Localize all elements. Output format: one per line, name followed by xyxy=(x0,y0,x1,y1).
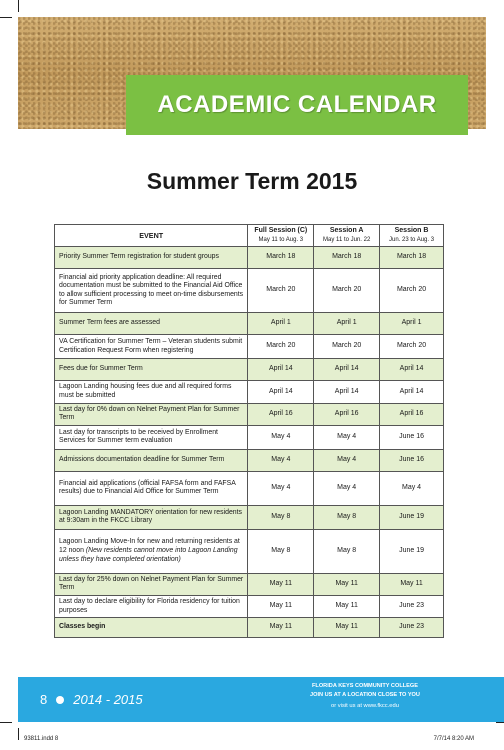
date-cell: May 11 xyxy=(314,618,380,638)
event-cell: Financial aid applications (official FAFSA form and FAFSA results) due to Financial Aid Office for Summer Term xyxy=(55,471,248,505)
table-row xyxy=(55,596,444,618)
bullet-icon xyxy=(56,696,64,704)
event-cell: Fees due for Summer Term xyxy=(55,359,248,381)
table-row xyxy=(55,425,444,449)
session-dates: May 11 to Jun. 22 xyxy=(323,236,371,243)
table-row xyxy=(55,471,444,505)
date-cell: May 8 xyxy=(248,505,314,529)
college-name: FLORIDA KEYS COMMUNITY COLLEGE xyxy=(312,683,418,689)
table-row xyxy=(55,403,444,425)
date-cell: April 16 xyxy=(314,403,380,425)
page-title: Summer Term 2015 xyxy=(146,168,358,194)
table-row xyxy=(55,269,444,313)
date-cell: April 16 xyxy=(248,403,314,425)
crop-mark xyxy=(496,722,504,723)
table-row xyxy=(55,505,444,529)
college-website: or visit us at www.fkcc.edu xyxy=(331,703,399,710)
event-cell: VA Certification for Summer Term – Veteran students submit Certification Request Form when registering xyxy=(55,335,248,359)
banner-title: ACADEMIC CALENDAR xyxy=(157,91,437,118)
table-row xyxy=(55,381,444,403)
print-slug-timestamp: 7/7/14 8:20 AM xyxy=(433,736,474,742)
session-name: Session B xyxy=(394,227,429,234)
event-note: (New residents cannot move into Lagoon Landing unless they have completed orientation) xyxy=(59,546,238,563)
date-cell: March 20 xyxy=(314,269,380,313)
page-footer xyxy=(18,677,504,722)
date-cell: June 16 xyxy=(380,425,444,449)
date-cell: June 19 xyxy=(380,529,444,573)
session-name: Full Session (C) xyxy=(254,227,308,234)
calendar-table xyxy=(54,224,444,638)
banner-title-strip xyxy=(126,75,468,135)
event-cell: Classes begin xyxy=(55,618,248,638)
session-dates: Jun. 23 to Aug. 3 xyxy=(389,236,435,243)
event-cell: Last day for transcripts to be received by Enrollment Services for Summer term evaluation xyxy=(55,425,248,449)
date-cell: June 16 xyxy=(380,449,444,471)
session-name: Session A xyxy=(329,227,364,234)
event-cell: Last day to declare eligibility for Florida residency for tuition purposes xyxy=(55,596,248,618)
date-cell: April 14 xyxy=(380,381,444,403)
table-row xyxy=(55,573,444,595)
date-cell: May 8 xyxy=(314,505,380,529)
session-column-header xyxy=(314,225,380,247)
event-cell xyxy=(55,529,248,573)
date-cell: April 14 xyxy=(314,381,380,403)
date-cell: May 11 xyxy=(248,596,314,618)
date-cell: April 14 xyxy=(248,359,314,381)
date-cell: May 8 xyxy=(314,529,380,573)
date-cell: May 4 xyxy=(314,471,380,505)
table-row xyxy=(55,359,444,381)
footer-college-info xyxy=(262,682,468,711)
event-cell: Last day for 0% down on Nelnet Payment Plan for Summer Term xyxy=(55,403,248,425)
date-cell: March 18 xyxy=(314,247,380,269)
date-cell: May 8 xyxy=(248,529,314,573)
date-cell: May 4 xyxy=(248,425,314,449)
table-row xyxy=(55,449,444,471)
event-cell: Financial aid priority application deadline: All required documentation must be submitted to the Financial Aid Office to allow sufficient processing to meet on-time disbursements for Summer Term xyxy=(55,269,248,313)
date-cell: April 1 xyxy=(248,313,314,335)
event-cell: Lagoon Landing MANDATORY orientation for new residents at 9:30am in the FKCC Library xyxy=(55,505,248,529)
date-cell: March 20 xyxy=(248,335,314,359)
date-cell: April 1 xyxy=(380,313,444,335)
college-tagline: JOIN US AT A LOCATION CLOSE TO YOU xyxy=(310,691,420,698)
date-cell: April 16 xyxy=(380,403,444,425)
date-cell: May 4 xyxy=(248,449,314,471)
date-cell: March 18 xyxy=(248,247,314,269)
academic-years: 2014 - 2015 xyxy=(73,692,143,707)
table-header-row xyxy=(55,225,444,247)
session-column-header xyxy=(380,225,444,247)
table-row xyxy=(55,335,444,359)
date-cell: March 20 xyxy=(314,335,380,359)
date-cell: June 23 xyxy=(380,596,444,618)
date-cell: March 20 xyxy=(380,335,444,359)
print-slug-file: 93811.indd 8 xyxy=(24,736,59,742)
date-cell: May 11 xyxy=(314,596,380,618)
date-cell: March 18 xyxy=(380,247,444,269)
session-dates: May 11 to Aug. 3 xyxy=(258,236,304,243)
event-cell: Summer Term fees are assessed xyxy=(55,313,248,335)
crop-mark xyxy=(0,722,12,723)
footer-page-info xyxy=(40,677,143,722)
date-cell: April 14 xyxy=(380,359,444,381)
table-row xyxy=(55,529,444,573)
session-column-header xyxy=(248,225,314,247)
crop-mark xyxy=(18,728,19,740)
event-cell: Admissions documentation deadline for Summer Term xyxy=(55,449,248,471)
date-cell: March 20 xyxy=(380,269,444,313)
table-row xyxy=(55,247,444,269)
header-banner xyxy=(18,17,486,129)
date-cell: May 4 xyxy=(314,449,380,471)
date-cell: April 1 xyxy=(314,313,380,335)
date-cell: May 11 xyxy=(248,573,314,595)
table-row xyxy=(55,313,444,335)
event-cell: Last day for 25% down on Nelnet Payment Plan for Summer Term xyxy=(55,573,248,595)
date-cell: June 23 xyxy=(380,618,444,638)
page-number: 8 xyxy=(40,692,48,707)
event-text: Lagoon Landing Move-In for new and returning residents at 12 noon xyxy=(59,538,240,554)
event-cell: Priority Summer Term registration for student groups xyxy=(55,247,248,269)
date-cell: April 14 xyxy=(314,359,380,381)
table-row xyxy=(55,618,444,638)
date-cell: May 11 xyxy=(248,618,314,638)
date-cell: May 11 xyxy=(314,573,380,595)
date-cell: May 11 xyxy=(380,573,444,595)
date-cell: May 4 xyxy=(248,471,314,505)
crop-mark xyxy=(0,17,12,18)
event-cell: Lagoon Landing housing fees due and all required forms must be submitted xyxy=(55,381,248,403)
date-cell: June 19 xyxy=(380,505,444,529)
crop-mark xyxy=(18,0,19,12)
date-cell: May 4 xyxy=(314,425,380,449)
date-cell: March 20 xyxy=(248,269,314,313)
event-column-header: EVENT xyxy=(55,225,248,247)
date-cell: May 4 xyxy=(380,471,444,505)
date-cell: April 14 xyxy=(248,381,314,403)
